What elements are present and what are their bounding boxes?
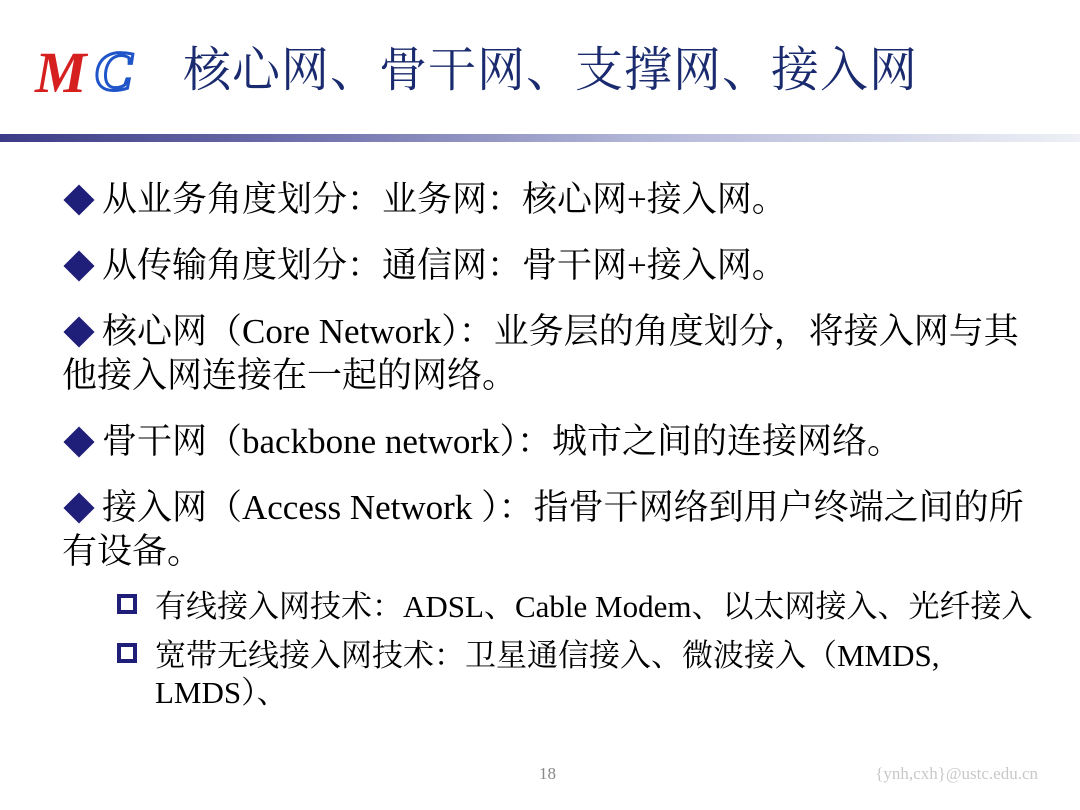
slide-content xyxy=(62,178,1042,723)
bullet-text: 接入网（Access Network ）：指骨干网络到用户终端之间的所有设备。 xyxy=(62,488,1024,571)
sub-bullet-text: 有线接入网技术：ADSL、Cable Modem、以太网接入、光纤接入 xyxy=(155,589,1033,624)
mc-logo-icon xyxy=(33,40,159,104)
bullet-item xyxy=(62,310,1042,398)
footer-email: {ynh,cxh}@ustc.edu.cn xyxy=(875,764,1038,783)
bullet-item xyxy=(62,244,1042,288)
bullet-item xyxy=(62,420,1042,464)
diamond-bullet-icon xyxy=(63,250,94,281)
diamond-bullet-icon xyxy=(63,492,94,523)
bullet-item xyxy=(62,486,1042,574)
title-divider xyxy=(0,134,1080,142)
sub-bullet-item xyxy=(117,637,1042,711)
bullet-text: 从传输角度划分：通信网：骨干网+接入网。 xyxy=(102,246,787,285)
diamond-bullet-icon xyxy=(63,316,94,347)
bullet-text: 核心网（Core Network）：业务层的角度划分，将接入网与其他接入网连接在一起的网络。 xyxy=(62,312,1019,395)
diamond-bullet-icon xyxy=(63,426,94,457)
sub-bullet-text: 宽带无线接入网技术：卫星通信接入、微波接入（MMDS, LMDS）、 xyxy=(155,638,940,710)
svg-text:C: C xyxy=(95,41,133,103)
bullet-item xyxy=(62,178,1042,222)
square-bullet-icon xyxy=(117,643,137,663)
svg-text:M: M xyxy=(35,40,87,104)
page-number: 18 xyxy=(539,764,556,783)
bullet-text: 骨干网（backbone network）：城市之间的连接网络。 xyxy=(102,422,903,461)
square-bullet-icon xyxy=(117,594,137,614)
sub-bullet-item xyxy=(117,588,1042,625)
diamond-bullet-icon xyxy=(63,184,94,215)
bullet-text: 从业务角度划分：业务网：核心网+接入网。 xyxy=(102,180,787,219)
page-title: 核心网、骨干网、支撑网、接入网 xyxy=(183,42,919,98)
